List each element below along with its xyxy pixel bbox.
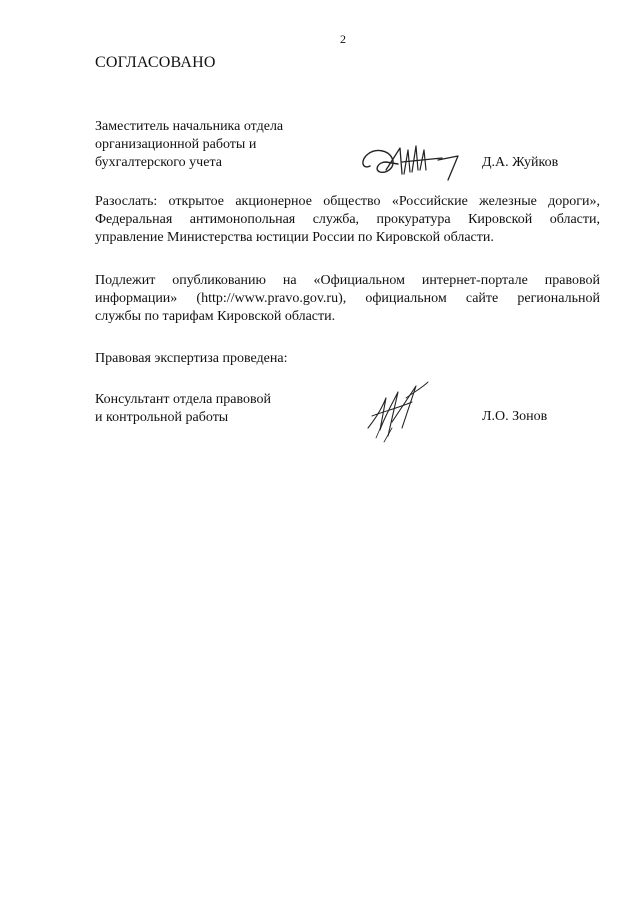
reviewer-position	[95, 391, 271, 427]
reviewer-position-line: и контрольной работы	[95, 410, 229, 425]
approver-signature	[358, 140, 470, 186]
reviewer-name: Л.О. Зонов	[482, 409, 548, 424]
reviewer-position-line: Консультант отдела правовой	[95, 392, 272, 407]
approval-heading: СОГЛАСОВАНО	[95, 54, 216, 71]
page-number: 2	[340, 32, 346, 46]
publication-line: Подлежит опубликованию на «Официальном интернет-портале правовой	[95, 273, 600, 288]
distribution-line: Федеральная антимонопольная служба, прокуратура Кировской области,	[95, 212, 600, 227]
distribution-paragraph	[95, 193, 600, 247]
approver-position	[95, 118, 283, 172]
publication-line: службы по тарифам Кировской области.	[95, 309, 336, 324]
approver-position-line: Заместитель начальника отдела	[95, 119, 284, 134]
publication-line: информации» (http://www.pravo.gov.ru), официальном сайте региональной	[95, 291, 600, 306]
approver-position-line: бухгалтерского учета	[95, 155, 222, 170]
distribution-line: Разослать: открытое акционерное общество «Российские железные дороги»,	[95, 194, 600, 209]
publication-paragraph	[95, 272, 600, 326]
approver-position-line: организационной работы и	[95, 137, 257, 152]
reviewer-signature	[362, 378, 436, 446]
approver-name: Д.А. Жуйков	[482, 155, 559, 170]
distribution-line: управление Министерства юстиции России по Кировской области.	[95, 230, 494, 245]
legal-review-heading: Правовая экспертиза проведена:	[95, 351, 288, 366]
